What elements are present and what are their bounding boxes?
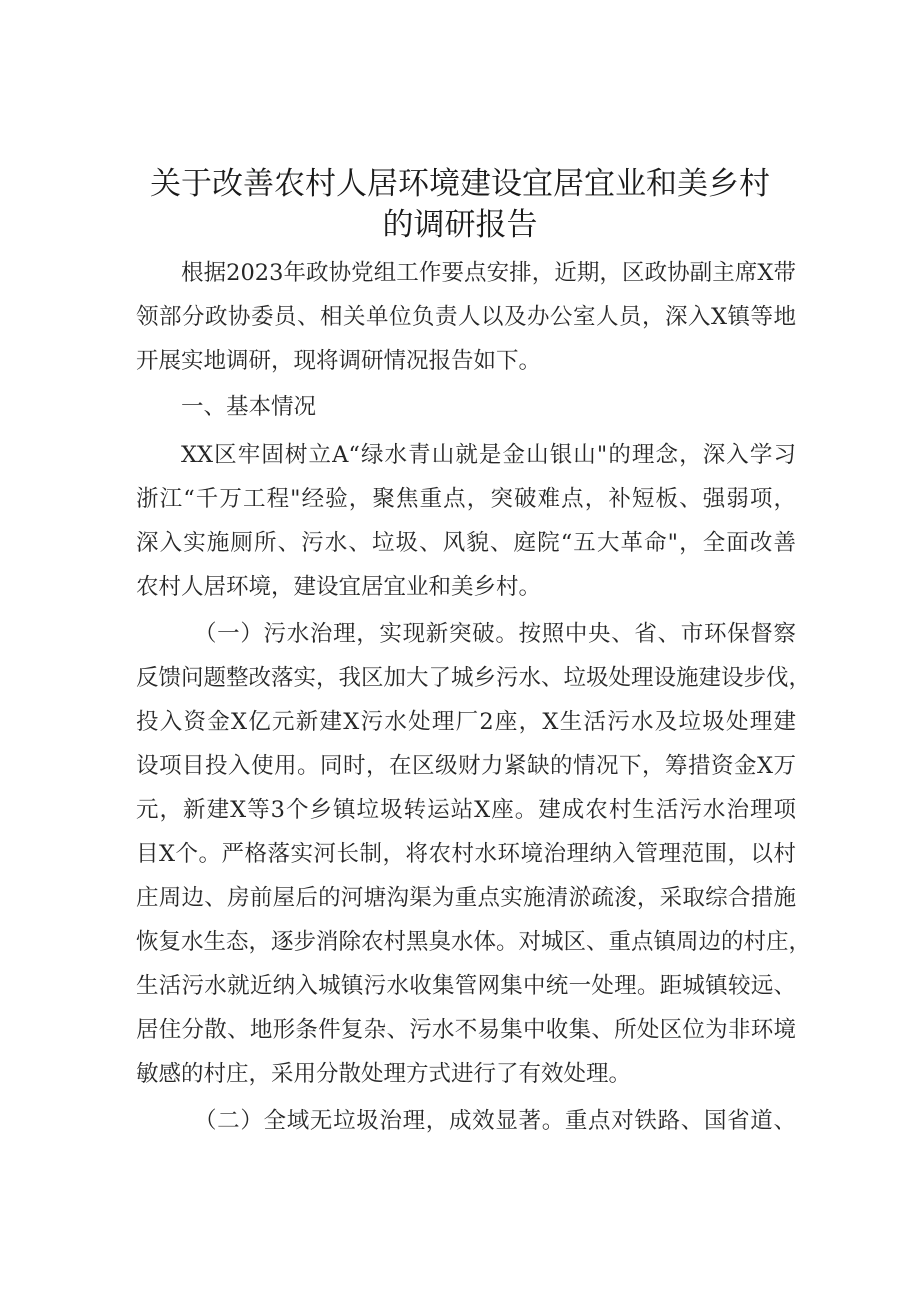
document-title-line-1: 关于改善农村人居环境建设宜居宜业和美乡村 — [150, 166, 770, 202]
paragraph-line: 设项目投入使用。同时，在区级财力紧缺的情况下，筹措资金X万 — [136, 753, 796, 779]
paragraph-line: 浙江“千万工程"经验，聚焦重点，突破难点，补短板、强弱项， — [136, 486, 796, 512]
paragraph-line: 元，新建X等3个乡镇垃圾转运站X座。建成农村生活污水治理项 — [136, 797, 796, 823]
paragraph-line: 领部分政协委员、相关单位负责人以及办公室人员，深入X镇等地 — [136, 304, 796, 330]
subsection-heading-line: （二）全域无垃圾治理，成效显著。重点对铁路、国省道、 — [194, 1108, 796, 1134]
paragraph-line: XX区牢固树立A“绿水青山就是金山银山"的理念，深入学习 — [181, 442, 796, 468]
paragraph-line: 敏感的村庄，采用分散处理方式进行了有效处理。 — [136, 1061, 632, 1087]
document-title-line-2: 的调研报告 — [382, 207, 538, 243]
paragraph-line: 目X个。严格落实河长制，将农村水环境治理纳入管理范围，以村 — [136, 841, 796, 867]
paragraph-line: 生活污水就近纳入城镇污水收集管网集中统一处理。距城镇较远、 — [136, 973, 796, 999]
paragraph-line: 根据2023年政协党组工作要点安排，近期，区政协副主席X带 — [181, 260, 796, 286]
paragraph-line: 开展实地调研，现将调研情况报告如下。 — [136, 348, 542, 374]
paragraph-line: 深入实施厕所、污水、垃圾、风貌、庭院“五大革命"，全面改善 — [136, 530, 796, 556]
paragraph-line: 投入资金X亿元新建X污水处理厂2座，X生活污水及垃圾处理建 — [136, 709, 796, 735]
paragraph-line: 反馈问题整改落实，我区加大了城乡污水、垃圾处理设施建设步伐， — [136, 665, 812, 691]
paragraph-line: 庄周边、房前屋后的河塘沟渠为重点实施清淤疏浚，采取综合措施 — [136, 885, 796, 911]
section-heading: 一、基本情况 — [181, 394, 317, 420]
paragraph-line: 农村人居环境，建设宜居宜业和美乡村。 — [136, 574, 542, 600]
paragraph-line: 居住分散、地形条件复杂、污水不易集中收集、所处区位为非环境 — [136, 1017, 796, 1043]
subsection-heading-line: （一）污水治理，实现新突破。按照中央、省、市环保督察 — [194, 621, 796, 647]
paragraph-line: 恢复水生态，逐步消除农村黑臭水体。对城区、重点镇周边的村庄， — [136, 929, 812, 955]
